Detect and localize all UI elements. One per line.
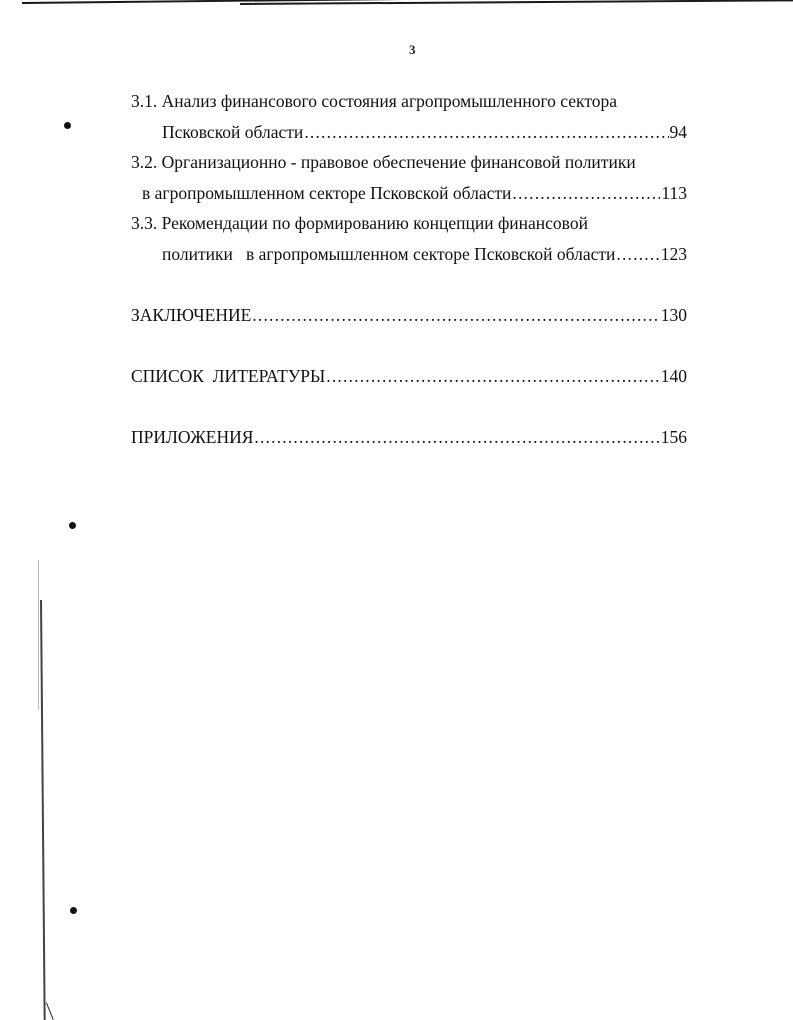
scan-corner-mark: [46, 1003, 54, 1020]
toc-entry-title: 3.2. Организационно - правовое обеспечение финансовой политики: [131, 152, 636, 172]
toc-entry: [131, 361, 687, 392]
toc-entry: [131, 300, 687, 331]
toc-page-number: 123: [660, 243, 687, 264]
toc-entry: [131, 147, 687, 208]
toc-page-number: 156: [660, 426, 687, 447]
toc-entry-title: 3.3. Рекомендации по формированию концепции финансовой: [131, 213, 588, 233]
toc-entry-title: ЗАКЛЮЧЕНИЕ: [131, 304, 252, 325]
toc-entry: [131, 208, 687, 269]
dot-leader: [254, 422, 659, 453]
table-of-contents: [131, 86, 687, 452]
toc-entry-title: Псковской области: [162, 121, 304, 142]
toc-page-number: 130: [660, 304, 687, 325]
toc-page-number: 140: [660, 365, 687, 386]
scan-left-border: [38, 560, 39, 710]
toc-entry: [131, 86, 687, 147]
dot-leader: [326, 361, 660, 392]
dot-leader: [616, 239, 659, 270]
scan-left-border: [40, 600, 46, 1020]
toc-entry-title: ПРИЛОЖЕНИЯ: [131, 426, 254, 447]
binding-hole-mark: [69, 522, 76, 529]
toc-entry-title: политики в агропромышленном секторе Псковской области: [162, 243, 616, 264]
toc-entry-title: в агропромышленном секторе Псковской области: [142, 182, 512, 203]
dot-leader: [252, 300, 659, 331]
toc-page-number: 113: [661, 182, 687, 203]
binding-hole-mark: [64, 122, 71, 129]
toc-page-number: 94: [669, 121, 687, 142]
binding-hole-mark: [70, 907, 77, 914]
page-number: 3: [409, 42, 416, 57]
toc-entry-title: СПИСОК ЛИТЕРАТУРЫ: [131, 365, 326, 386]
toc-entry-title: 3.1. Анализ финансового состояния агропромышленного сектора: [131, 91, 618, 111]
toc-entry: [131, 422, 687, 453]
dot-leader: [304, 117, 668, 148]
dot-leader: [512, 178, 660, 209]
